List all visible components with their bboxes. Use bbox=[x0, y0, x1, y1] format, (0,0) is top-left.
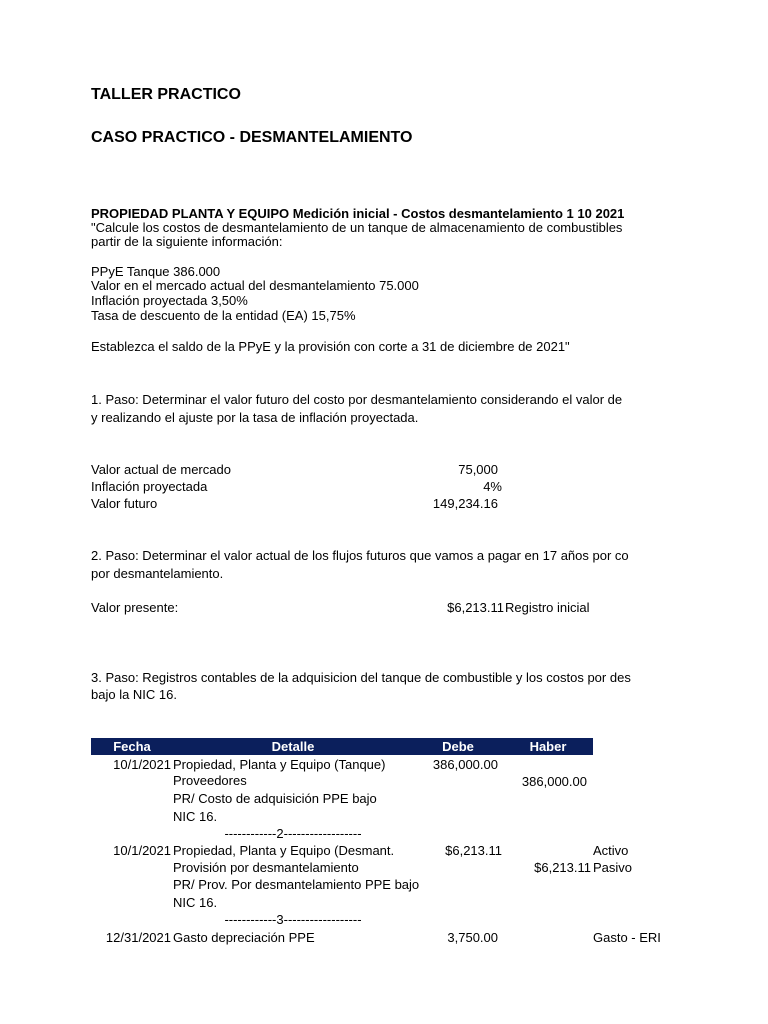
row-9-detalle: NIC 16. bbox=[173, 895, 218, 910]
step-1-line-2: y realizando el ajuste por la tasa de inflación proyectada. bbox=[91, 410, 419, 425]
row-7-haber: $6,213.11 bbox=[534, 860, 591, 875]
header-detalle: Detalle bbox=[271, 739, 315, 754]
row-6-detalle: Propiedad, Planta y Equipo (Desmant. bbox=[173, 843, 395, 858]
step-1-line-1: 1. Paso: Determinar el valor futuro del costo por desmantelamiento considerando el valor de bbox=[91, 392, 623, 407]
fact-ppye-tanque: PPyE Tanque 386.000 bbox=[91, 264, 221, 279]
label-valor-futuro: Valor futuro bbox=[91, 496, 158, 511]
header-fecha: Fecha bbox=[113, 739, 151, 754]
value-inflacion: 4% bbox=[483, 479, 502, 494]
case-question: Establezca el saldo de la PPyE y la provisión con corte a 31 de diciembre de 2021" bbox=[91, 339, 570, 354]
step-3-line-2: bajo la NIC 16. bbox=[91, 687, 177, 702]
label-inflacion: Inflación proyectada bbox=[91, 479, 208, 494]
row-11-detalle: Gasto depreciación PPE bbox=[173, 930, 315, 945]
row-11-fecha: 12/31/2021 bbox=[105, 930, 171, 945]
label-valor-actual: Valor actual de mercado bbox=[91, 462, 231, 477]
row-6-debe: $6,213.11 bbox=[445, 843, 502, 858]
value-valor-actual: 75,000 bbox=[458, 462, 498, 477]
row-2-detalle: Proveedores bbox=[173, 773, 247, 788]
step-2-line-1: 2. Paso: Determinar el valor actual de los flujos futuros que vamos a pagar en 17 años por co bbox=[91, 548, 629, 563]
fact-inflacion: Inflación proyectada 3,50% bbox=[91, 293, 248, 308]
value-valor-presente: $6,213.11 bbox=[447, 600, 504, 615]
note-registro-inicial: Registro inicial bbox=[505, 600, 590, 615]
row-1-debe: 386,000.00 bbox=[432, 757, 498, 772]
fact-tasa-descuento: Tasa de descuento de la entidad (EA) 15,75% bbox=[91, 308, 356, 323]
row-6-fecha: 10/1/2021 bbox=[113, 843, 171, 858]
case-heading: PROPIEDAD PLANTA Y EQUIPO Medición inicial - Costos desmantelamiento 1 10 2021 bbox=[91, 206, 625, 221]
step-3-line-1: 3. Paso: Registros contables de la adquisicion del tanque de combustible y los costos por des bbox=[91, 670, 631, 685]
row-6-nota: Activo bbox=[593, 843, 629, 858]
row-11-nota: Gasto - ERI bbox=[593, 930, 661, 945]
label-valor-presente: Valor presente: bbox=[91, 600, 179, 615]
step-2-line-2: por desmantelamiento. bbox=[91, 566, 224, 581]
header-debe: Debe bbox=[442, 739, 474, 754]
row-8-detalle: PR/ Prov. Por desmantelamiento PPE bajo bbox=[173, 877, 420, 892]
page-subtitle: CASO PRACTICO - DESMANTELAMIENTO bbox=[91, 129, 413, 146]
row-1-detalle: Propiedad, Planta y Equipo (Tanque) bbox=[173, 757, 386, 772]
row-7-nota: Pasivo bbox=[593, 860, 633, 875]
row-7-detalle: Provisión por desmantelamiento bbox=[173, 860, 359, 875]
separator-2: ------------2------------------ bbox=[224, 826, 362, 841]
header-haber: Haber bbox=[529, 739, 567, 754]
row-1-fecha: 10/1/2021 bbox=[113, 757, 171, 772]
row-11-debe: 3,750.00 bbox=[447, 930, 498, 945]
fact-valor-mercado: Valor en el mercado actual del desmantelamiento 75.000 bbox=[91, 278, 419, 293]
row-2-haber: 386,000.00 bbox=[521, 774, 587, 789]
case-statement-line-2: partir de la siguiente información: bbox=[91, 234, 283, 249]
case-statement-line-1: "Calcule los costos de desmantelamiento de un tanque de almacenamiento de combustibles bbox=[91, 220, 623, 235]
row-3-detalle: PR/ Costo de adquisición PPE bajo bbox=[173, 791, 377, 806]
separator-3: ------------3------------------ bbox=[224, 912, 362, 927]
row-4-detalle: NIC 16. bbox=[173, 809, 218, 824]
value-valor-futuro: 149,234.16 bbox=[432, 496, 498, 511]
page-title: TALLER PRACTICO bbox=[91, 86, 241, 103]
